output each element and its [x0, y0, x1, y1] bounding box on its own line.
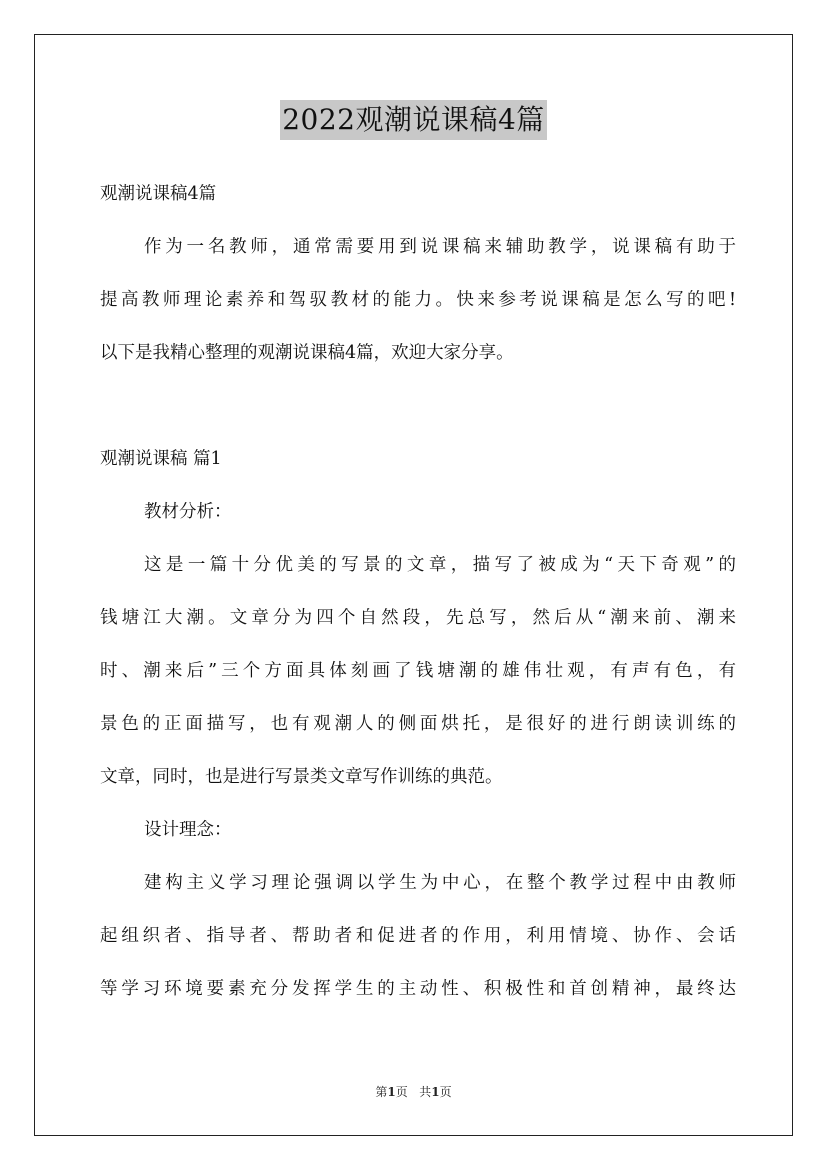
analysis-label: 教材分析：: [144, 502, 232, 522]
total-pages: 1: [431, 1085, 440, 1099]
page-number: 1: [387, 1085, 396, 1099]
intro-line-1: 作为一名教师，通常需要用到说课稿来辅助教学，说课稿有助于: [144, 237, 736, 257]
intro-line-2: 提高教师理论素养和驾驭教材的能力。快来参考说课稿是怎么写的吧!: [100, 290, 736, 310]
section-heading: 观潮说课稿 篇1: [100, 449, 222, 469]
total-prefix: 共: [419, 1085, 432, 1099]
analysis-line-3: 时、潮来后”三个方面具体刻画了钱塘潮的雄伟壮观，有声有色，有: [100, 661, 736, 681]
analysis-line-2: 钱塘江大潮。文章分为四个自然段，先总写，然后从“潮来前、潮来: [100, 608, 736, 628]
subtitle: 观潮说课稿4篇: [100, 184, 217, 204]
document-title: 2022观潮说课稿4篇: [280, 100, 547, 140]
analysis-line-4: 景色的正面描写，也有观潮人的侧面烘托，是很好的进行朗读训练的: [100, 714, 736, 734]
concept-line-2: 起组织者、指导者、帮助者和促进者的作用，利用情境、协作、会话: [100, 926, 736, 946]
page-prefix: 第: [375, 1085, 388, 1099]
concept-line-3: 等学习环境要素充分发挥学生的主动性、积极性和首创精神，最终达: [100, 979, 736, 999]
concept-label: 设计理念：: [144, 820, 232, 840]
blank-line: [100, 380, 736, 433]
document-body: [100, 168, 736, 1016]
page-footer: [0, 1084, 827, 1100]
analysis-line-1: 这是一篇十分优美的写景的文章，描写了被成为“天下奇观”的: [144, 555, 736, 575]
analysis-line-5: 文章，同时，也是进行写景类文章写作训练的典范。: [100, 767, 503, 787]
page-suffix: 页: [395, 1085, 408, 1099]
total-suffix: 页: [439, 1085, 452, 1099]
title-area: [0, 100, 827, 140]
concept-line-1: 建构主义学习理论强调以学生为中心，在整个教学过程中由教师: [144, 873, 736, 893]
intro-line-3: 以下是我精心整理的观潮说课稿4篇，欢迎大家分享。: [100, 343, 514, 363]
